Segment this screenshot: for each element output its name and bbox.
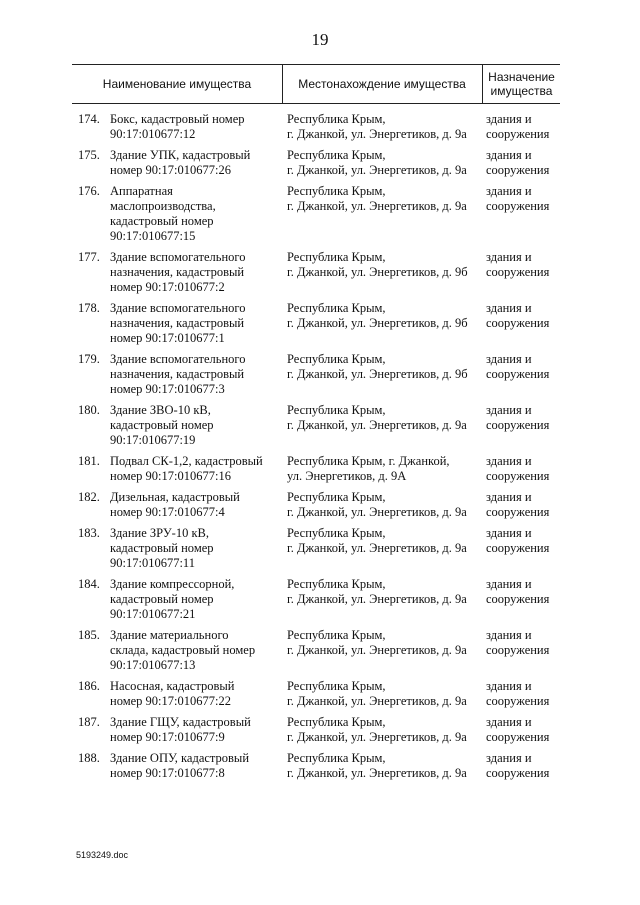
property-name: Здание вспомогательного назначения, кадастровый номер 90:17:010677:2	[110, 250, 246, 294]
row-number: 188.	[78, 751, 100, 765]
property-location: Республика Крым, г. Джанкой, ул. Энергетиков, д. 9а	[287, 112, 467, 141]
property-purpose: здания и сооружения	[486, 454, 550, 483]
property-purpose: здания и сооружения	[486, 148, 550, 177]
row-number: 175.	[78, 148, 100, 162]
property-location: Республика Крым, г. Джанкой, ул. Энергетиков, д. 9б	[287, 352, 468, 381]
row-number: 179.	[78, 352, 100, 366]
row-number: 174.	[78, 112, 100, 126]
row-number: 181.	[78, 454, 100, 468]
property-location: Республика Крым, г. Джанкой, ул. Энергетиков, д. 9а	[287, 628, 467, 657]
page-number: 19	[311, 30, 329, 49]
row-number: 176.	[78, 184, 100, 198]
row-number: 186.	[78, 679, 100, 693]
row-number: 187.	[78, 715, 100, 729]
table-row	[72, 526, 560, 571]
property-name: Аппаратная маслопроизводства, кадастровый номер 90:17:010677:15	[110, 184, 216, 243]
property-purpose: здания и сооружения	[486, 628, 550, 657]
row-number: 178.	[78, 301, 100, 315]
property-purpose: здания и сооружения	[486, 184, 550, 213]
property-name: Подвал СК-1,2, кадастровый номер 90:17:010677:16	[110, 454, 263, 483]
property-name: Здание ОПУ, кадастровый номер 90:17:010677:8	[110, 751, 250, 780]
property-name: Здание ЗВО-10 кВ, кадастровый номер 90:17:010677:19	[110, 403, 214, 447]
property-location: Республика Крым, г. Джанкой, ул. Энергетиков, д. 9А	[287, 454, 450, 483]
table-row	[72, 148, 560, 178]
header-purpose: Назначение имущества	[488, 70, 555, 98]
table-row	[72, 751, 560, 781]
property-location: Республика Крым, г. Джанкой, ул. Энергетиков, д. 9а	[287, 403, 467, 432]
row-number: 185.	[78, 628, 100, 642]
row-number: 184.	[78, 577, 100, 591]
property-location: Республика Крым, г. Джанкой, ул. Энергетиков, д. 9а	[287, 184, 467, 213]
property-purpose: здания и сооружения	[486, 715, 550, 744]
property-purpose: здания и сооружения	[486, 526, 550, 555]
property-name: Здание материального склада, кадастровый номер 90:17:010677:13	[110, 628, 256, 672]
property-location: Республика Крым, г. Джанкой, ул. Энергетиков, д. 9а	[287, 490, 467, 519]
row-number: 183.	[78, 526, 100, 540]
property-purpose: здания и сооружения	[486, 577, 550, 606]
table-row	[72, 250, 560, 295]
row-number: 177.	[78, 250, 100, 264]
property-name: Здание вспомогательного назначения, кадастровый номер 90:17:010677:3	[110, 352, 246, 396]
row-number: 182.	[78, 490, 100, 504]
table-row	[72, 577, 560, 622]
table-row	[72, 184, 560, 244]
property-name: Дизельная, кадастровый номер 90:17:010677:4	[110, 490, 240, 519]
property-purpose: здания и сооружения	[486, 679, 550, 708]
property-purpose: здания и сооружения	[486, 751, 550, 780]
property-name: Здание вспомогательного назначения, кадастровый номер 90:17:010677:1	[110, 301, 246, 345]
header-name: Наименование имущества	[72, 65, 283, 103]
property-location: Республика Крым, г. Джанкой, ул. Энергетиков, д. 9б	[287, 301, 468, 330]
row-number: 180.	[78, 403, 100, 417]
property-name: Здание компрессорной, кадастровый номер 90:17:010677:21	[110, 577, 235, 621]
table-row	[72, 352, 560, 397]
property-name: Здание ГЩУ, кадастровый номер 90:17:010677:9	[110, 715, 251, 744]
property-purpose: здания и сооружения	[486, 301, 550, 330]
table-header	[72, 64, 560, 104]
property-location: Республика Крым, г. Джанкой, ул. Энергетиков, д. 9а	[287, 751, 467, 780]
property-purpose: здания и сооружения	[486, 352, 550, 381]
table-row	[72, 715, 560, 745]
property-name: Бокс, кадастровый номер 90:17:010677:12	[110, 112, 245, 141]
property-location: Республика Крым, г. Джанкой, ул. Энергетиков, д. 9б	[287, 250, 468, 279]
table-row	[72, 112, 560, 142]
header-location: Местонахождение имущества	[282, 65, 483, 103]
property-location: Республика Крым, г. Джанкой, ул. Энергетиков, д. 9а	[287, 148, 467, 177]
property-name: Здание УПК, кадастровый номер 90:17:010677:26	[110, 148, 251, 177]
property-purpose: здания и сооружения	[486, 490, 550, 519]
table-row	[72, 628, 560, 673]
property-location: Республика Крым, г. Джанкой, ул. Энергетиков, д. 9а	[287, 526, 467, 555]
table-row	[72, 490, 560, 520]
property-location: Республика Крым, г. Джанкой, ул. Энергетиков, д. 9а	[287, 715, 467, 744]
property-name: Здание ЗРУ-10 кВ, кадастровый номер 90:17:010677:11	[110, 526, 214, 570]
property-location: Республика Крым, г. Джанкой, ул. Энергетиков, д. 9а	[287, 577, 467, 606]
footer-doc-code: 5193249.doc	[76, 850, 129, 860]
table-row	[72, 454, 560, 484]
table-row	[72, 301, 560, 346]
table-row	[72, 403, 560, 448]
property-table	[72, 112, 560, 787]
property-location: Республика Крым, г. Джанкой, ул. Энергетиков, д. 9а	[287, 679, 467, 708]
table-row	[72, 679, 560, 709]
property-purpose: здания и сооружения	[486, 250, 550, 279]
property-purpose: здания и сооружения	[486, 112, 550, 141]
property-name: Насосная, кадастровый номер 90:17:010677:22	[110, 679, 235, 708]
property-purpose: здания и сооружения	[486, 403, 550, 432]
